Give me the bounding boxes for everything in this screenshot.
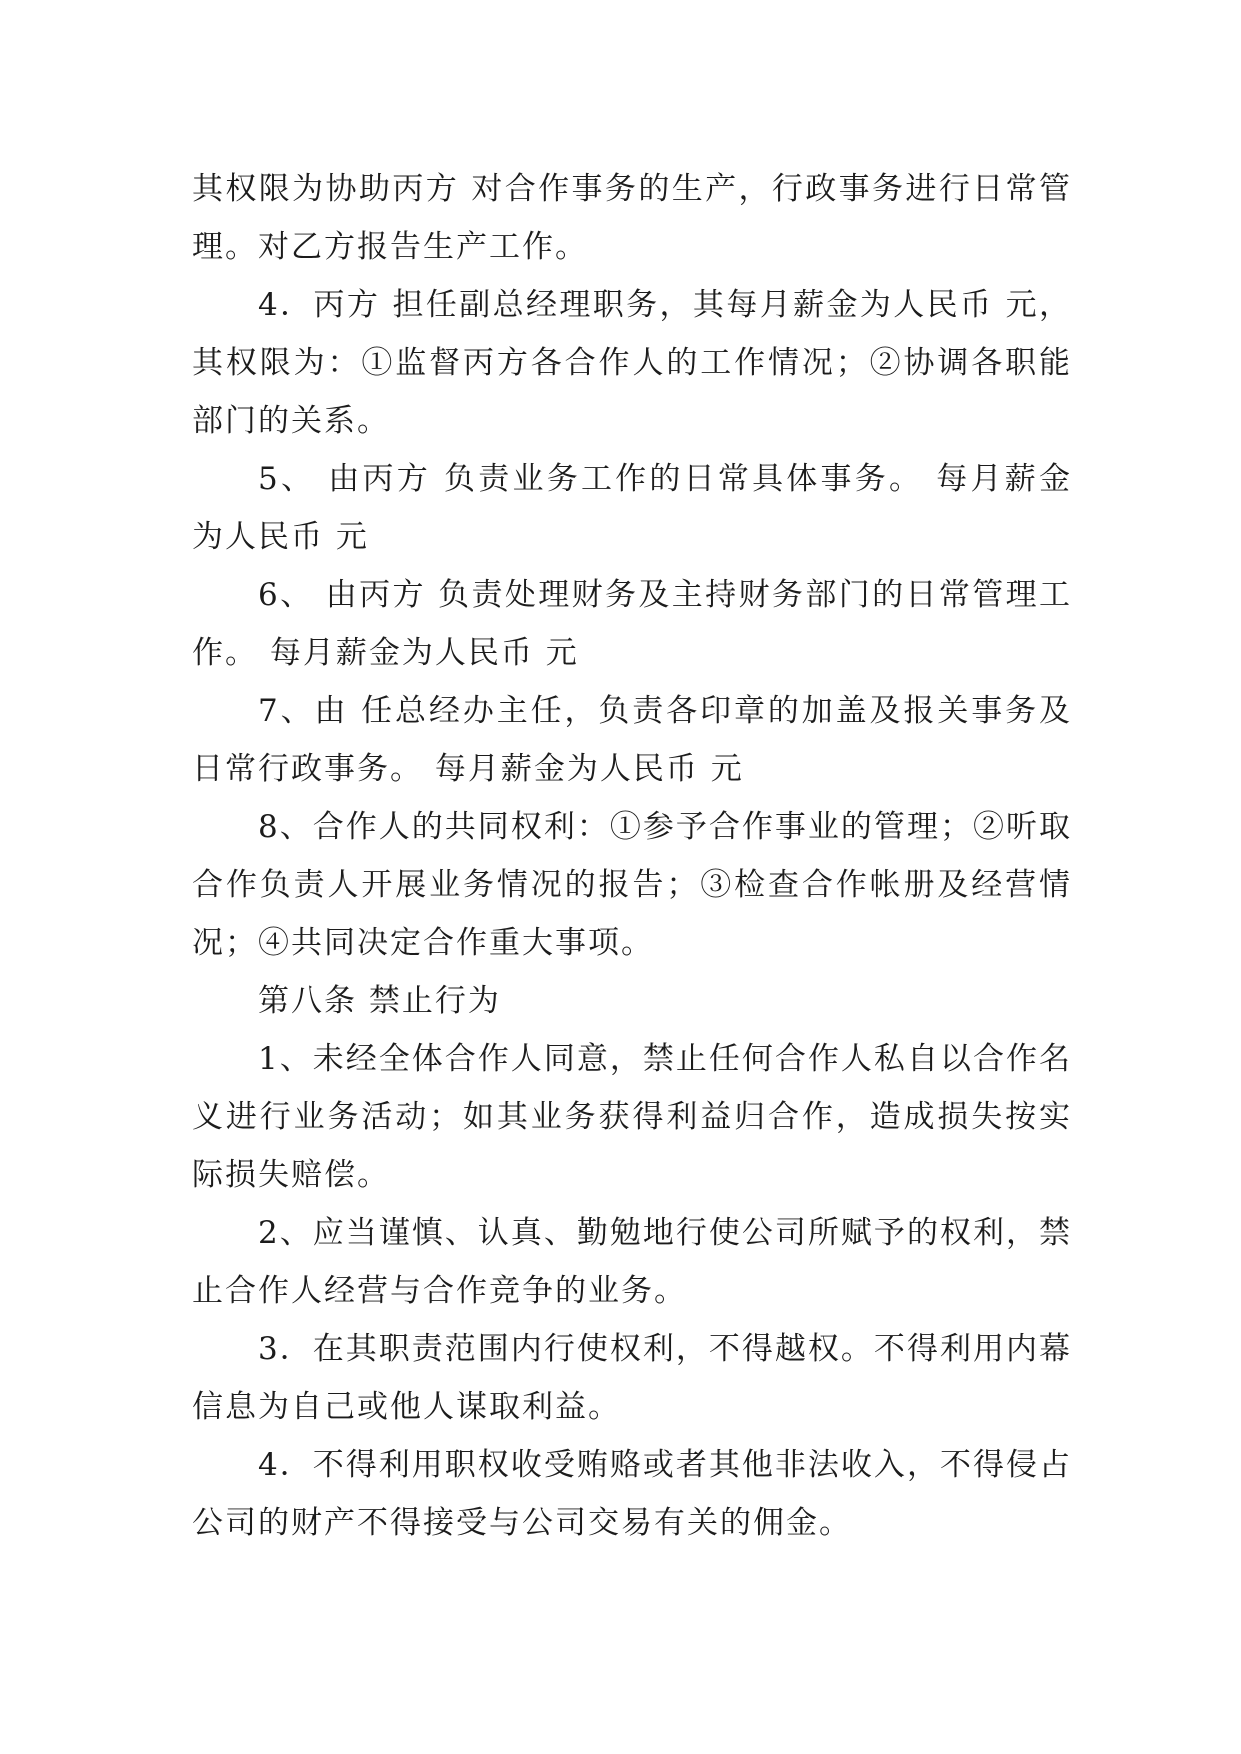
paragraph: 2、应当谨慎、认真、勤勉地行使公司所赋予的权利，禁止合作人经营与合作竞争的业务。 bbox=[192, 1215, 1072, 1309]
paragraph: 6、 由丙方 负责处理财务及主持财务部门的日常管理工作。 每月薪金为人民币 元 bbox=[192, 577, 1072, 671]
section-heading: 第八条 禁止行为 bbox=[258, 983, 501, 1019]
paragraph: 3．在其职责范围内行使权利，不得越权。不得利用内幕信息为自己或他人谋取利益。 bbox=[192, 1331, 1072, 1425]
paragraph: 8、合作人的共同权利：①参予合作事业的管理；②听取合作负责人开展业务情况的报告；③检查合作帐册及经营情况；④共同决定合作重大事项。 bbox=[192, 809, 1072, 961]
document-body bbox=[192, 160, 1072, 1552]
paragraph: 7、由 任总经办主任，负责各印章的加盖及报关事务及日常行政事务。 每月薪金为人民币 元 bbox=[192, 693, 1072, 787]
paragraph: 1、未经全体合作人同意，禁止任何合作人私自以合作名义进行业务活动；如其业务获得利益归合作，造成损失按实际损失赔偿。 bbox=[192, 1041, 1072, 1193]
paragraph: 其权限为协助丙方 对合作事务的生产，行政事务进行日常管理。对乙方报告生产工作。 bbox=[192, 171, 1072, 265]
paragraph: 4．不得利用职权收受贿赂或者其他非法收入，不得侵占公司的财产不得接受与公司交易有关的佣金。 bbox=[192, 1447, 1072, 1541]
paragraph: 5、 由丙方 负责业务工作的日常具体事务。 每月薪金为人民币 元 bbox=[192, 461, 1072, 555]
paragraph: 4．丙方 担任副总经理职务，其每月薪金为人民币 元，其权限为：①监督丙方各合作人的工作情况；②协调各职能部门的关系。 bbox=[192, 287, 1072, 439]
